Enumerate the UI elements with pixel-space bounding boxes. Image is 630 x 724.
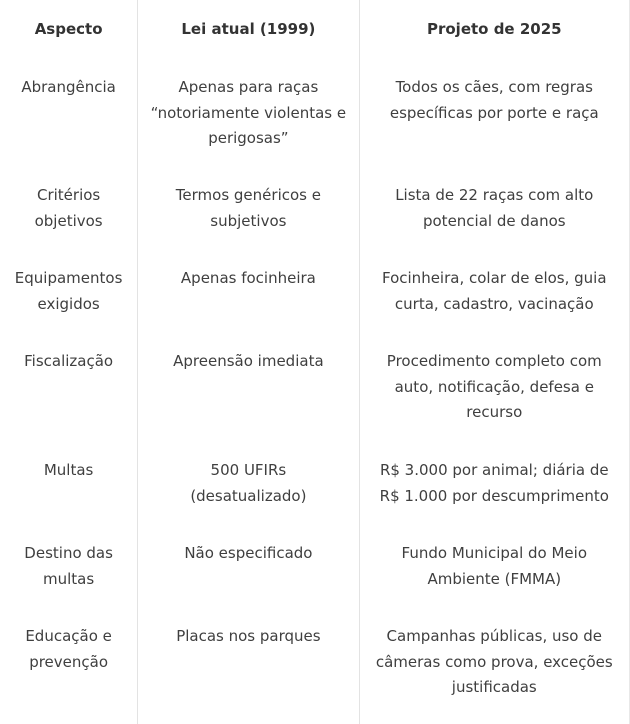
header-row bbox=[0, 0, 630, 60]
project-2025-cell: Lista de 22 raças com alto potencial de danos bbox=[360, 168, 630, 251]
table-row bbox=[0, 526, 630, 609]
header-projeto-2025: Projeto de 2025 bbox=[360, 0, 630, 60]
current-law-cell: Apenas para raças “notoriamente violentas e perigosas” bbox=[138, 60, 359, 168]
aspect-cell: Educação e prevenção bbox=[0, 609, 138, 724]
table-row bbox=[0, 443, 630, 526]
aspect-cell: Abrangência bbox=[0, 60, 138, 168]
table-header bbox=[0, 0, 630, 60]
table-body bbox=[0, 60, 630, 724]
aspect-cell: Equipamentos exigidos bbox=[0, 251, 138, 334]
current-law-cell: Não especificado bbox=[138, 526, 359, 609]
table-row bbox=[0, 251, 630, 334]
project-2025-cell: R$ 3.000 por animal; diária de R$ 1.000 por descumprimento bbox=[360, 443, 630, 526]
project-2025-cell: Todos os cães, com regras específicas por porte e raça bbox=[360, 60, 630, 168]
current-law-cell: Termos genéricos e subjetivos bbox=[138, 168, 359, 251]
header-aspecto: Aspecto bbox=[0, 0, 138, 60]
aspect-cell: Destino das multas bbox=[0, 526, 138, 609]
project-2025-cell: Focinheira, colar de elos, guia curta, cadastro, vacinação bbox=[360, 251, 630, 334]
project-2025-cell: Campanhas públicas, uso de câmeras como prova, exceções justificadas bbox=[360, 609, 630, 724]
aspect-cell: Fiscalização bbox=[0, 334, 138, 443]
table-row bbox=[0, 60, 630, 168]
project-2025-cell: Fundo Municipal do Meio Ambiente (FMMA) bbox=[360, 526, 630, 609]
current-law-cell: Apenas focinheira bbox=[138, 251, 359, 334]
header-lei-atual: Lei atual (1999) bbox=[138, 0, 359, 60]
table-row bbox=[0, 168, 630, 251]
aspect-cell: Critérios objetivos bbox=[0, 168, 138, 251]
current-law-cell: 500 UFIRs (desatualizado) bbox=[138, 443, 359, 526]
table-row bbox=[0, 609, 630, 724]
project-2025-cell: Procedimento completo com auto, notificação, defesa e recurso bbox=[360, 334, 630, 443]
current-law-cell: Placas nos parques bbox=[138, 609, 359, 724]
table-row bbox=[0, 334, 630, 443]
aspect-cell: Multas bbox=[0, 443, 138, 526]
current-law-cell: Apreensão imediata bbox=[138, 334, 359, 443]
